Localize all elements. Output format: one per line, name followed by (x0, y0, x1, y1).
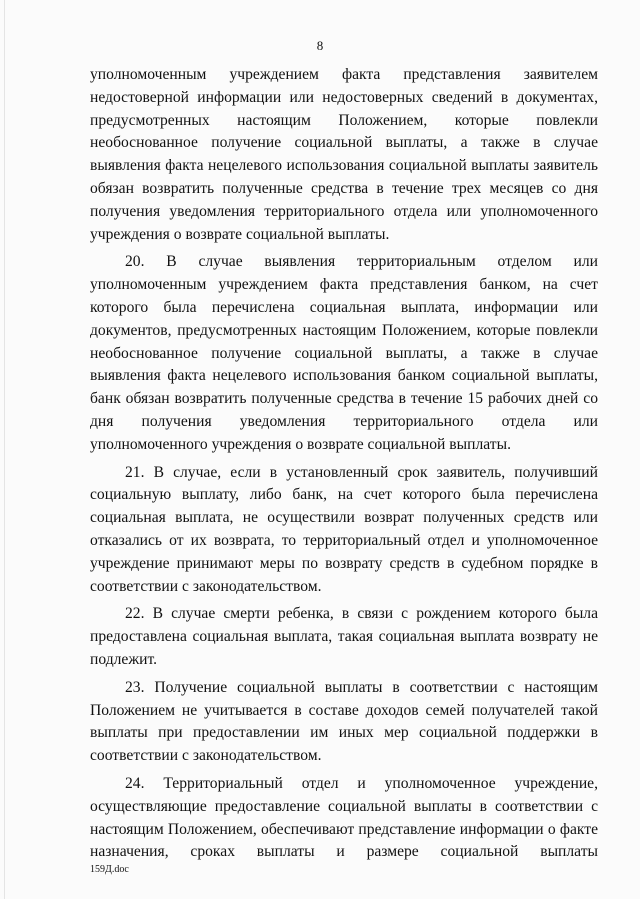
paragraph-21: 21. В случае, если в установленный срок заявитель, получивший социальную выплату, либо банк, на счет которого была перечислена социальная выплата, не осуществили возврат полученных средств или отказались от их возврата, то территориальный отдел и уполномоченное учреждение принимают меры по возврату средств в судебном порядке в соответствии с законодательством. (90, 463, 598, 595)
footer-filename: 159Д.doc (90, 864, 129, 875)
scan-edge (4, 0, 5, 899)
paragraph-24: 24. Территориальный отдел и уполномоченное учреждение, осуществляющие предоставление социальной выплаты в соответствии с настоящим Положением, обеспечивают представление информации о факте назначения, сроках выплаты и размере социальной выплаты (90, 774, 598, 861)
paragraph-20: 20. В случае выявления территориальным отделом или уполномоченным учреждением факта представления банком, на счет которого была перечислена социальная выплата, информации или документов, предусмотренных настоящим Положением, которые повлекли необоснованное получение социальной выплаты, а также в случае выявления факта нецелевого использования банком социальной выплаты, банк обязан возвратить полученные средства в течение 15 рабочих дней со дня получения уведомления территориального отдела или уполномоченного учреждения о возврате социальной выплаты. (90, 253, 598, 453)
document-body (90, 64, 598, 864)
paragraph-continuation: уполномоченным учреждением факта представления заявителем недостоверной информации или недостоверных сведений в документах, предусмотренных настоящим Положением, которые повлекли необоснованное получение социальной выплаты, а также в случае выявления факта нецелевого использования социальной выплаты заявитель обязан возвратить полученные средства в течение трех месяцев со дня получения уведомления территориального отдела или уполномоченного учреждения о возврате социальной выплаты. (90, 66, 598, 243)
page-number: 8 (316, 38, 324, 53)
paragraph-22: 22. В случае смерти ребенка, в связи с рождением которого была предоставлена социальная выплата, такая социальная выплата возврату не подлежит. (90, 605, 598, 668)
paragraph-23: 23. Получение социальной выплаты в соответствии с настоящим Положением не учитывается в составе доходов семей получателей такой выплаты при предоставлении им иных мер социальной поддержки в соответствии с законодательством. (90, 678, 598, 765)
